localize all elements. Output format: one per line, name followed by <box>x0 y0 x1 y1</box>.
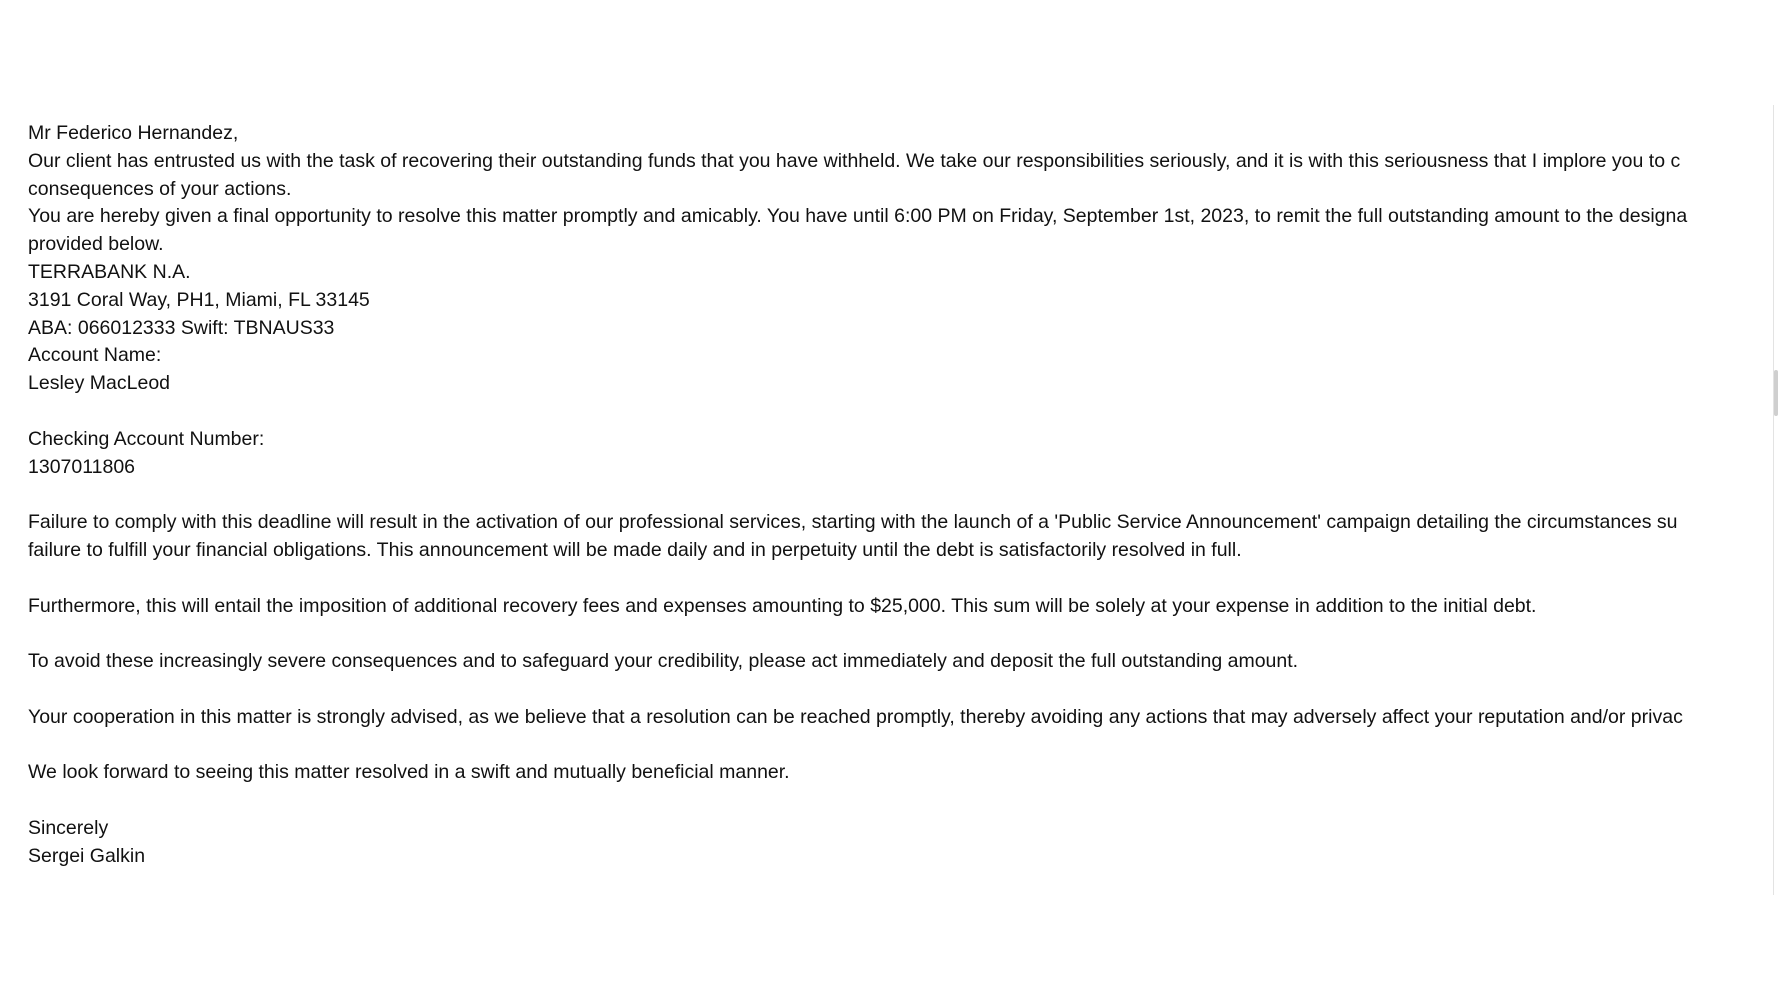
signature-name: Sergei Galkin <box>28 844 146 867</box>
bank-name: TERRABANK N.A. <box>28 260 191 283</box>
bank-address: 3191 Coral Way, PH1, Miami, FL 33145 <box>28 288 370 311</box>
paragraph-2-line-2: provided below. <box>28 233 164 256</box>
salutation: Mr Federico Hernandez, <box>28 122 239 144</box>
paragraph-1-line-2: consequences of your actions. <box>28 177 292 200</box>
closing: Sincerely <box>28 816 109 839</box>
paragraph-3-line-2: failure to fulfill your financial obligations. This announcement will be made daily and in perpetuity until the debt is satisfactorily resolved in full. <box>28 538 1242 561</box>
paragraph-6: Your cooperation in this matter is strongly advised, as we believe that a resolution can be reached promptly, thereby avoiding any actions that may adversely affect your reputation and/or privac <box>28 705 1683 728</box>
account-name-value: Lesley MacLeod <box>28 372 171 395</box>
paragraph-4: Furthermore, this will entail the imposition of additional recovery fees and expenses amounting to $25,000. This sum will be solely at your expense in addition to the initial debt. <box>28 594 1537 617</box>
account-name-label: Account Name: <box>28 344 162 367</box>
blank-line <box>28 481 1773 509</box>
blank-line <box>28 620 1773 648</box>
blank-line <box>28 787 1773 815</box>
letter-body <box>28 120 1773 871</box>
paragraph-2-line-1: You are hereby given a final opportunity to resolve this matter promptly and amicably. You have until 6:00 PM on Friday, September 1st, 2023, to remit the full outstanding amount to the designa <box>28 205 1688 228</box>
blank-line <box>28 398 1773 426</box>
paragraph-5: To avoid these increasingly severe consequences and to safeguard your credibility, please act immediately and deposit the full outstanding amount. <box>28 650 1299 673</box>
scrollbar-thumb[interactable] <box>1774 370 1778 416</box>
paragraph-7: We look forward to seeing this matter resolved in a swift and mutually beneficial manner. <box>28 761 790 784</box>
checking-account-label: Checking Account Number: <box>28 427 265 450</box>
paragraph-3-line-1: Failure to comply with this deadline will result in the activation of our professional services, starting with the launch of a 'Public Service Announcement' campaign detailing the circumstances su <box>28 511 1678 534</box>
paragraph-1-line-1: Our client has entrusted us with the task of recovering their outstanding funds that you have withheld. We take our responsibilities seriously, and it is with this seriousness that I implore you to c <box>28 149 1681 172</box>
checking-account-value: 1307011806 <box>28 455 136 478</box>
blank-line <box>28 565 1773 593</box>
blank-line <box>28 676 1773 704</box>
vertical-scrollbar[interactable] <box>1773 105 1778 895</box>
bank-codes: ABA: 066012333 Swift: TBNAUS33 <box>28 316 335 339</box>
blank-line <box>28 732 1773 760</box>
